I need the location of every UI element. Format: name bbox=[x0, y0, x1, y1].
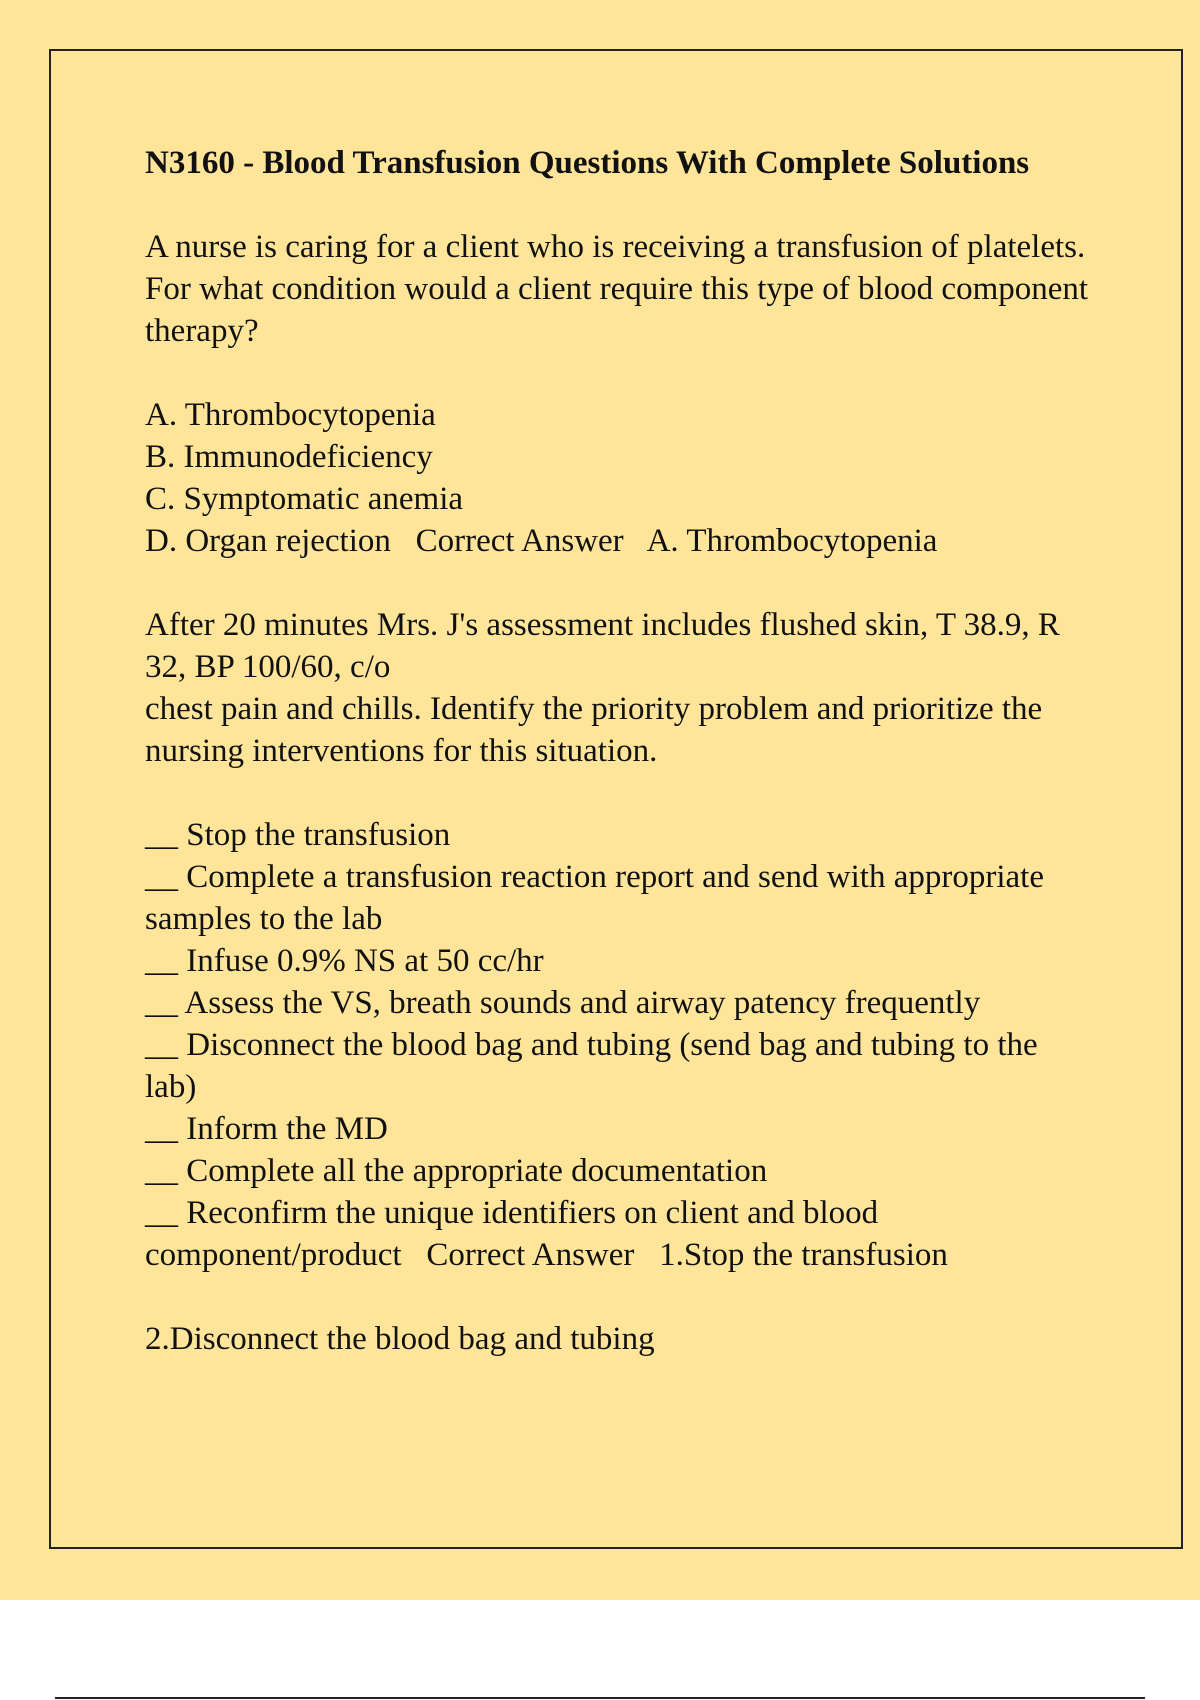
question1-option-c: C. Symptomatic anemia bbox=[145, 481, 464, 517]
question2-items bbox=[145, 814, 1095, 1276]
question2-stem bbox=[145, 604, 1095, 772]
page-divider bbox=[55, 1697, 1145, 1699]
question2-item: __ Complete a transfusion reaction report and send with appropriate samples to the lab bbox=[145, 859, 1053, 937]
document-title: N3160 - Blood Transfusion Questions With Complete Solutions bbox=[145, 145, 1030, 181]
question2-stem-line2: chest pain and chills. Identify the priority problem and prioritize the nursing interventions for this situation. bbox=[145, 691, 1051, 769]
question2-item: __ Stop the transfusion bbox=[145, 817, 451, 853]
question2-answer-step2: 2.Disconnect the blood bag and tubing bbox=[145, 1321, 655, 1357]
question1-stem: A nurse is caring for a client who is receiving a transfusion of platelets. For what condition would a client require this type of blood component therapy? bbox=[145, 229, 1097, 349]
question2-item-answer: __ Reconfirm the unique identifiers on client and blood component/product Correct Answer 1.Stop the transfusion bbox=[145, 1195, 948, 1273]
document-body bbox=[145, 142, 1095, 1402]
question2-item: __ Inform the MD bbox=[145, 1111, 388, 1147]
question1-option-a: A. Thrombocytopenia bbox=[145, 397, 436, 433]
question1-options bbox=[145, 394, 1095, 562]
question2-item: __ Complete all the appropriate documentation bbox=[145, 1153, 768, 1189]
question1-option-d-answer: D. Organ rejection Correct Answer A. Thrombocytopenia bbox=[145, 523, 938, 559]
question1-option-b: B. Immunodeficiency bbox=[145, 439, 433, 475]
question2-item: __ Assess the VS, breath sounds and airway patency frequently bbox=[145, 985, 981, 1021]
question2-stem-line1: After 20 minutes Mrs. J's assessment includes flushed skin, T 38.9, R 32, BP 100/60, c/o bbox=[145, 607, 1069, 685]
question2-item: __ Infuse 0.9% NS at 50 cc/hr bbox=[145, 943, 544, 979]
question2-item: __ Disconnect the blood bag and tubing (send bag and tubing to the lab) bbox=[145, 1027, 1046, 1105]
